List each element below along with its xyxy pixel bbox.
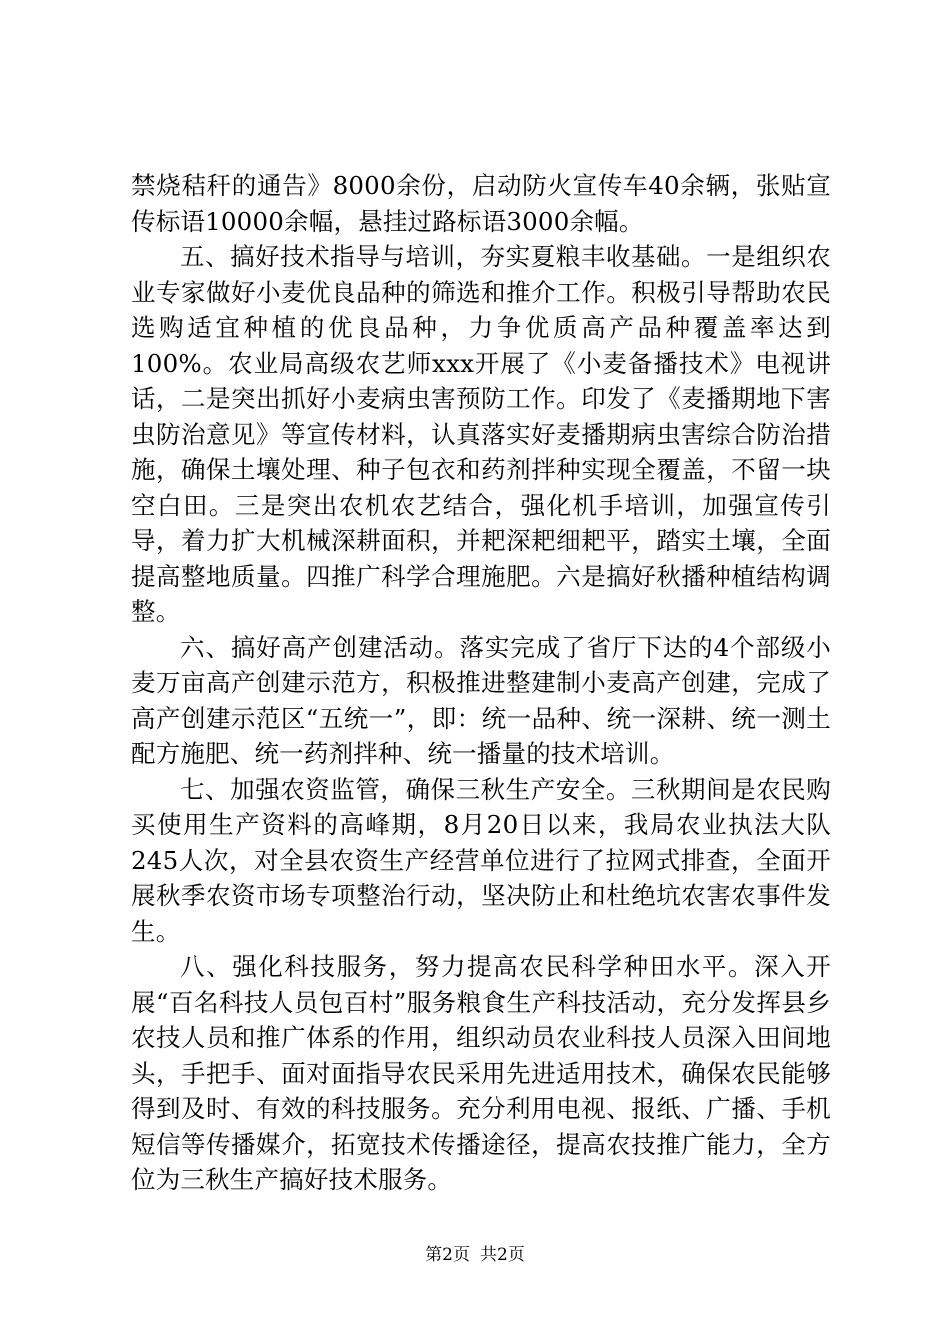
paragraph-section-7: 七、加强农资监管，确保三秋生产安全。三秋期间是农民购买使用生产资料的高峰期，8月20日以来，我局农业执法大队245人次，对全县农资生产经营单位进行了拉网式排查，全面开展秋季农资市场专项整治行动，坚决防止和杜绝坑农害农事件发生。 xyxy=(131,774,831,946)
page-footer xyxy=(0,1244,950,1266)
page-number-current: 第2页 xyxy=(425,1245,470,1265)
page-number-total: 共2页 xyxy=(480,1245,525,1265)
paragraph-continuation: 禁烧秸秆的通告》8000余份，启动防火宣传车40余辆，张贴宣传标语10000余幅，悬挂过路标语3000余幅。 xyxy=(131,171,831,236)
paragraph-section-8: 八、强化科技服务，努力提高农民科学种田水平。深入开展“百名科技人员包百村”服务粮食生产科技活动，充分发挥县乡农技人员和推广体系的作用，组织动员农业科技人员深入田间地头，手把手、面对面指导农民采用先进适用技术，确保农民能够得到及时、有效的科技服务。充分利用电视、报纸、广播、手机短信等传播媒介，拓宽技术传播途径，提高农技推广能力，全方位为三秋生产搞好技术服务。 xyxy=(131,952,831,1194)
paragraph-section-5: 五、搞好技术指导与培训，夯实夏粮丰收基础。一是组织农业专家做好小麦优良品种的筛选和推介工作。积极引导帮助农民选购适宜种植的优良品种，力争优质高产品种覆盖率达到100%。农业局高级农艺师xxx开展了《小麦备播技术》电视讲话，二是突出抓好小麦病虫害预防工作。印发了《麦播期地下害虫防治意见》等宣传材料，认真落实好麦播期病虫害综合防治措施，确保土壤处理、种子包衣和药剂拌种实现全覆盖，不留一块空白田。三是突出农机农艺结合，强化机手培训，加强宣传引导，着力扩大机械深耕面积，并耙深耙细耙平，踏实土壤，全面提高整地质量。四推广科学合理施肥。六是搞好秋播种植结构调整。 xyxy=(131,242,831,626)
document-body xyxy=(131,168,831,1198)
paragraph-section-6: 六、搞好高产创建活动。落实完成了省厅下达的4个部级小麦万亩高产创建示范方，积极推进整建制小麦高产创建，完成了高产创建示范区“五统一”，即：统一品种、统一深耕、统一测土配方施肥、统一药剂拌种、统一播量的技术培训。 xyxy=(131,632,831,768)
